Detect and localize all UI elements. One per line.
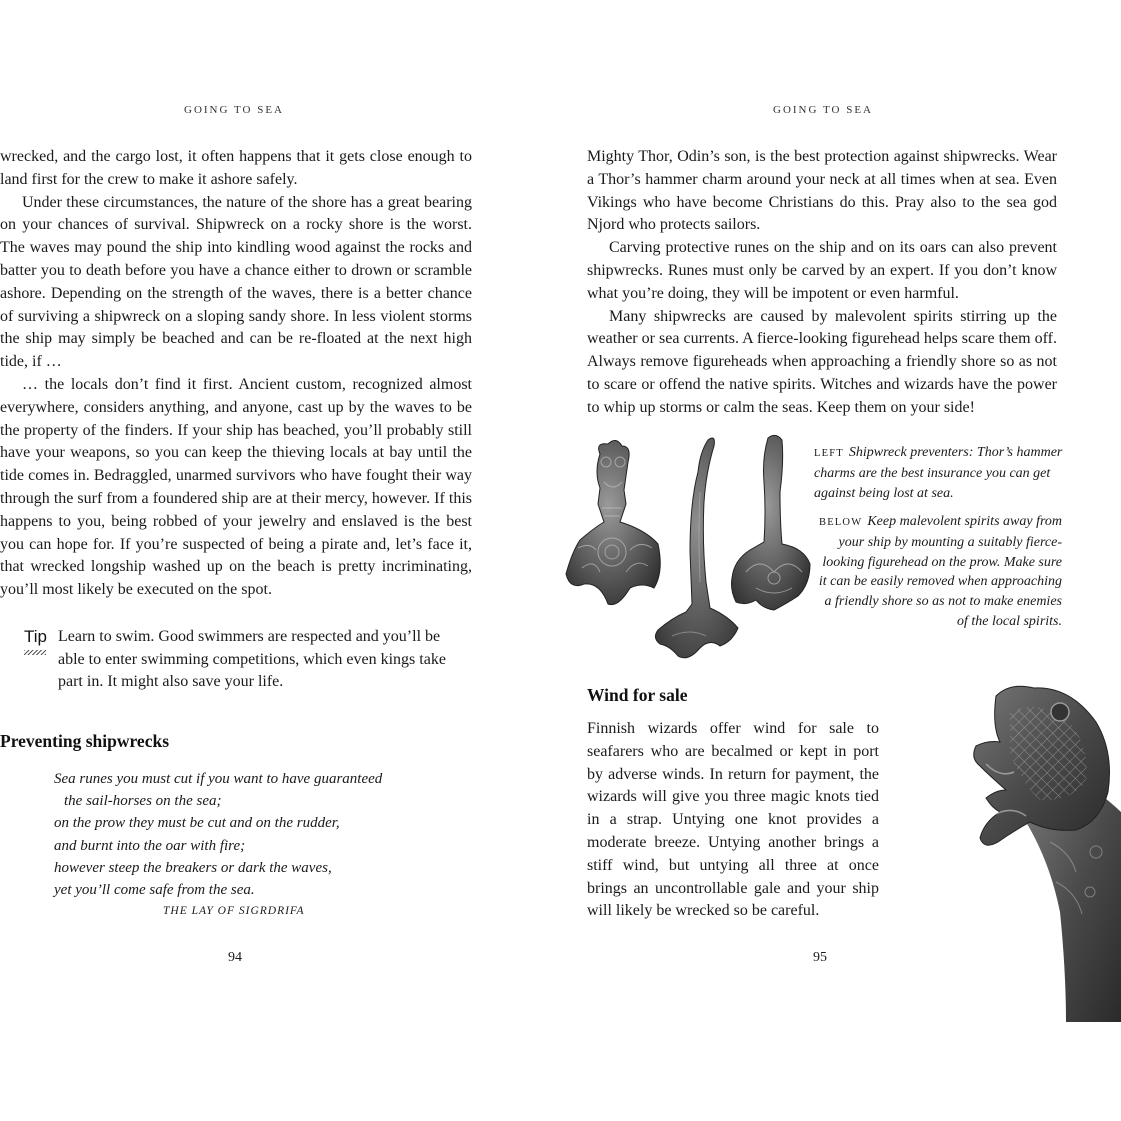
section-heading: Wind for sale [587,685,688,705]
body-text [587,146,1057,420]
right-page [560,0,1121,1121]
figurehead-image [900,682,1121,1022]
tip-box [24,626,454,694]
simple-hammer-charm [655,438,738,658]
thors-hammer-charms-image [560,432,815,662]
running-head: GOING TO SEA [184,104,284,116]
left-page [0,0,560,1121]
poem-source: THE LAY OF SIGRDRIFA [163,905,305,917]
caption-text: Keep malevolent spirits away from your ship by mounting a suitably fierce-looking figurehead on the prow. Make sure it can be easily removed when approaching a friendly shore so as not to make enemies of the local spirits. [818,514,1062,629]
paragraph: Finnish wizards offer wind for sale to seafarers who are becalmed or kept in port by adverse winds. In return for payment, the wizards will give you three magic knots tied in a strap. Untying one knot provides a moderate breeze. Untying another brings a stiff wind, but untying all three at once brings an uncontrollable gale and your ship will likely be wrecked so be careful. [587,720,879,920]
paragraph: wrecked, and the cargo lost, it often happens that it gets close enough to land first for the crew to make it ashore safely. [0,148,472,188]
caption-text: Shipwreck preventers: Thor’s hammer charms are the best insurance you can get against being lost at sea. [814,445,1063,501]
page-number: 94 [228,950,242,965]
tip-label: Tip [24,627,47,646]
poem [54,768,382,901]
ornate-hammer-charm [566,440,660,604]
caption-label: LEFT [814,448,844,459]
caption-below [812,512,1062,632]
section-heading: Preventing shipwrecks [0,731,170,751]
paragraph: Under these circumstances, the nature of the shore has a great bearing on your chances of survival. Shipwreck on a rocky shore is the worst. The waves may pound the ship into kindling wood against the rocks and batter you to death before you have a chance either to drown or scramble ashore. Depending on the strength of the waves, there is a better chance of surviving a shipwreck on a sloping sandy shore. In less violent storms the ship may simply be beached and can be re-floated at the next high tide, if … [0,193,472,371]
tip-text: Learn to swim. Good swimmers are respected and you’ll be able to enter swimming competitions, which even kings take part in. It might also save your life. [58,628,446,691]
poem-line: yet you’ll come safe from the sea. [54,882,255,899]
paragraph: … the locals don’t find it first. Ancient custom, recognized almost everywhere, considers anything, and anyone, cast up by the waves to be the property of the finders. If your ship has beached, you’ll probably still have your weapons, so you can keep the thieving locals at bay until the tide comes in. Bedraggled, unarmed survivors who have fought their way through the surf from a foundered ship are at their mercy, however. If this happens to you, being robbed of your jewelry and enslaved is the best you can hope for. If you’re suspected of being a pirate and, let’s face it, that wrecked longship washed up on the beach is pretty incriminating, you’ll most likely be executed on the spot. [0,375,472,599]
tip-hatch-decoration [24,650,46,655]
figurehead-eye [1051,703,1069,721]
body-text [0,146,472,602]
paragraph: Many shipwrecks are caused by malevolent spirits stirring up the weather or sea currents. A fierce-looking figurehead helps scare them off. Always remove figureheads when approaching a friendly shore so as not to scare or offend the native spirits. Witches and wizards have the power to whip up storms or calm the seas. Keep them on your side! [587,307,1057,416]
caption-label: BELOW [818,517,863,528]
paragraph: Mighty Thor, Odin’s son, is the best protection against shipwrecks. Wear a Thor’s hammer charm around your neck at all times when at sea. Even Vikings who have become Christians do this. Pray also to the sea god Njord who protects sailors. [587,148,1057,234]
poem-line: the sail-horses on the sea; [64,793,222,810]
running-head: GOING TO SEA [773,104,873,116]
page-number: 95 [813,950,827,965]
body-text [587,718,879,923]
poem-line: Sea runes you must cut if you want to have guaranteed [54,771,383,787]
paragraph: Carving protective runes on the ship and on its oars can also prevent shipwrecks. Runes must only be carved by an expert. If you don’t know what you’re doing, they will be impotent or even harmful. [587,239,1057,302]
poem-line: however steep the breakers or dark the waves, [54,859,332,876]
caption-left [814,443,1074,503]
poem-line: on the prow they must be cut and on the rudder, [54,815,340,832]
engraved-hammer-charm [732,435,811,610]
poem-line: and burnt into the oar with fire; [54,837,246,854]
